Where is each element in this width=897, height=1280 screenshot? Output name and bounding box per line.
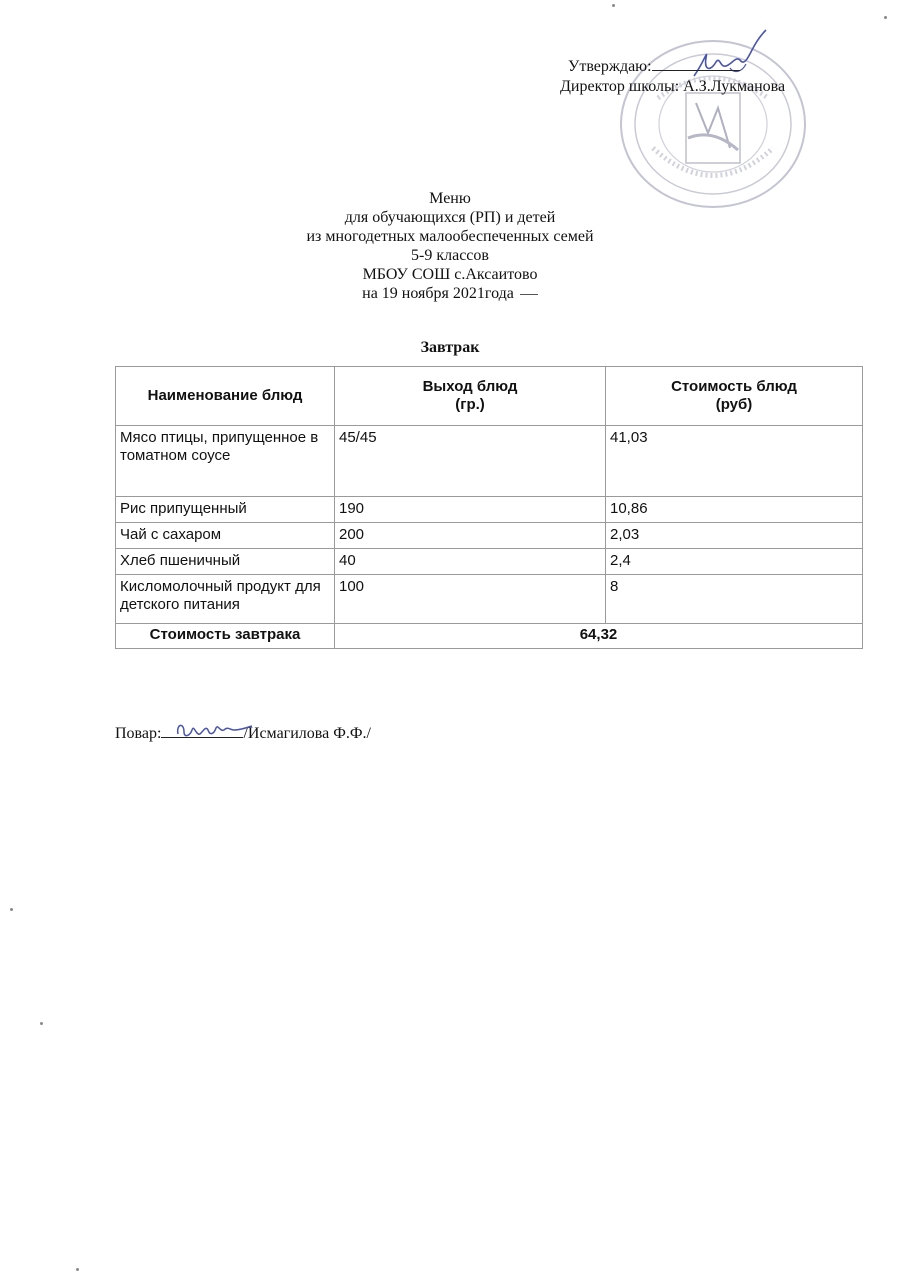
dish-cost-cell: 2,03 (606, 523, 863, 549)
meal-heading: Завтрак (420, 339, 480, 356)
dish-cost-cell: 10,86 (606, 497, 863, 523)
dish-weight-cell: 190 (335, 497, 606, 523)
table-row (116, 426, 863, 497)
menu-title (200, 189, 700, 303)
title-line-4: 5-9 классов (411, 247, 489, 264)
title-line-3: из многодетных малообеспеченных семей (306, 228, 594, 245)
menu-table (115, 366, 863, 649)
dish-name-cell: Рис припущенный (116, 497, 335, 523)
title-date: на 19 ноября 2021года (362, 285, 514, 302)
approval-block (560, 56, 880, 97)
header-weight-unit: (гр.) (455, 396, 485, 413)
scan-speck (612, 4, 615, 7)
table-header-row (116, 367, 863, 426)
signature-blank (652, 56, 740, 71)
dish-name-cell: Чай с сахаром (116, 523, 335, 549)
dish-weight-cell: 200 (335, 523, 606, 549)
dish-name-cell: Кисломолочный продукт для детского питания (116, 575, 335, 624)
header-dish-name (116, 367, 335, 426)
title-line-2: для обучающихся (РП) и детей (344, 209, 556, 226)
scan-speck (40, 1022, 43, 1025)
dish-cost-cell: 2,4 (606, 549, 863, 575)
dish-name-cell: Хлеб пшеничный (116, 549, 335, 575)
table-row (116, 497, 863, 523)
scan-speck (76, 1268, 79, 1271)
title-line-5: МБОУ СОШ с.Аксаитово (362, 266, 538, 283)
total-value: 64,32 (335, 624, 863, 649)
header-cost-unit: (руб) (715, 396, 753, 413)
dish-weight-cell: 100 (335, 575, 606, 624)
cook-name: /Исмагилова Ф.Ф./ (243, 725, 371, 742)
cook-signature (172, 716, 257, 746)
dish-weight-cell: 40 (335, 549, 606, 575)
header-weight-text: Выход блюд (422, 378, 518, 395)
total-label: Стоимость завтрака (116, 624, 335, 649)
header-cost (606, 367, 863, 426)
title-line-1: Меню (429, 190, 471, 207)
dish-cost-cell: 8 (606, 575, 863, 624)
approval-line (560, 56, 880, 77)
cook-label: Повар: (115, 725, 162, 742)
table-row (116, 575, 863, 624)
dish-weight-cell: 45/45 (335, 426, 606, 497)
date-underline (520, 294, 538, 295)
header-dish-name-text: Наименование блюд (147, 387, 303, 404)
director-line: Директор школы: А.З.Лукманова (560, 78, 786, 95)
scan-speck (884, 16, 887, 19)
scan-speck (10, 908, 13, 911)
header-cost-text: Стоимость блюд (671, 378, 797, 395)
table-row (116, 523, 863, 549)
total-row (116, 624, 863, 649)
dish-cost-cell: 41,03 (606, 426, 863, 497)
title-date-line (200, 284, 700, 303)
approve-label: Утверждаю: (568, 58, 652, 75)
table-row (116, 549, 863, 575)
dish-name-cell: Мясо птицы, припущенное в томатном соусе (116, 426, 335, 497)
header-weight (335, 367, 606, 426)
